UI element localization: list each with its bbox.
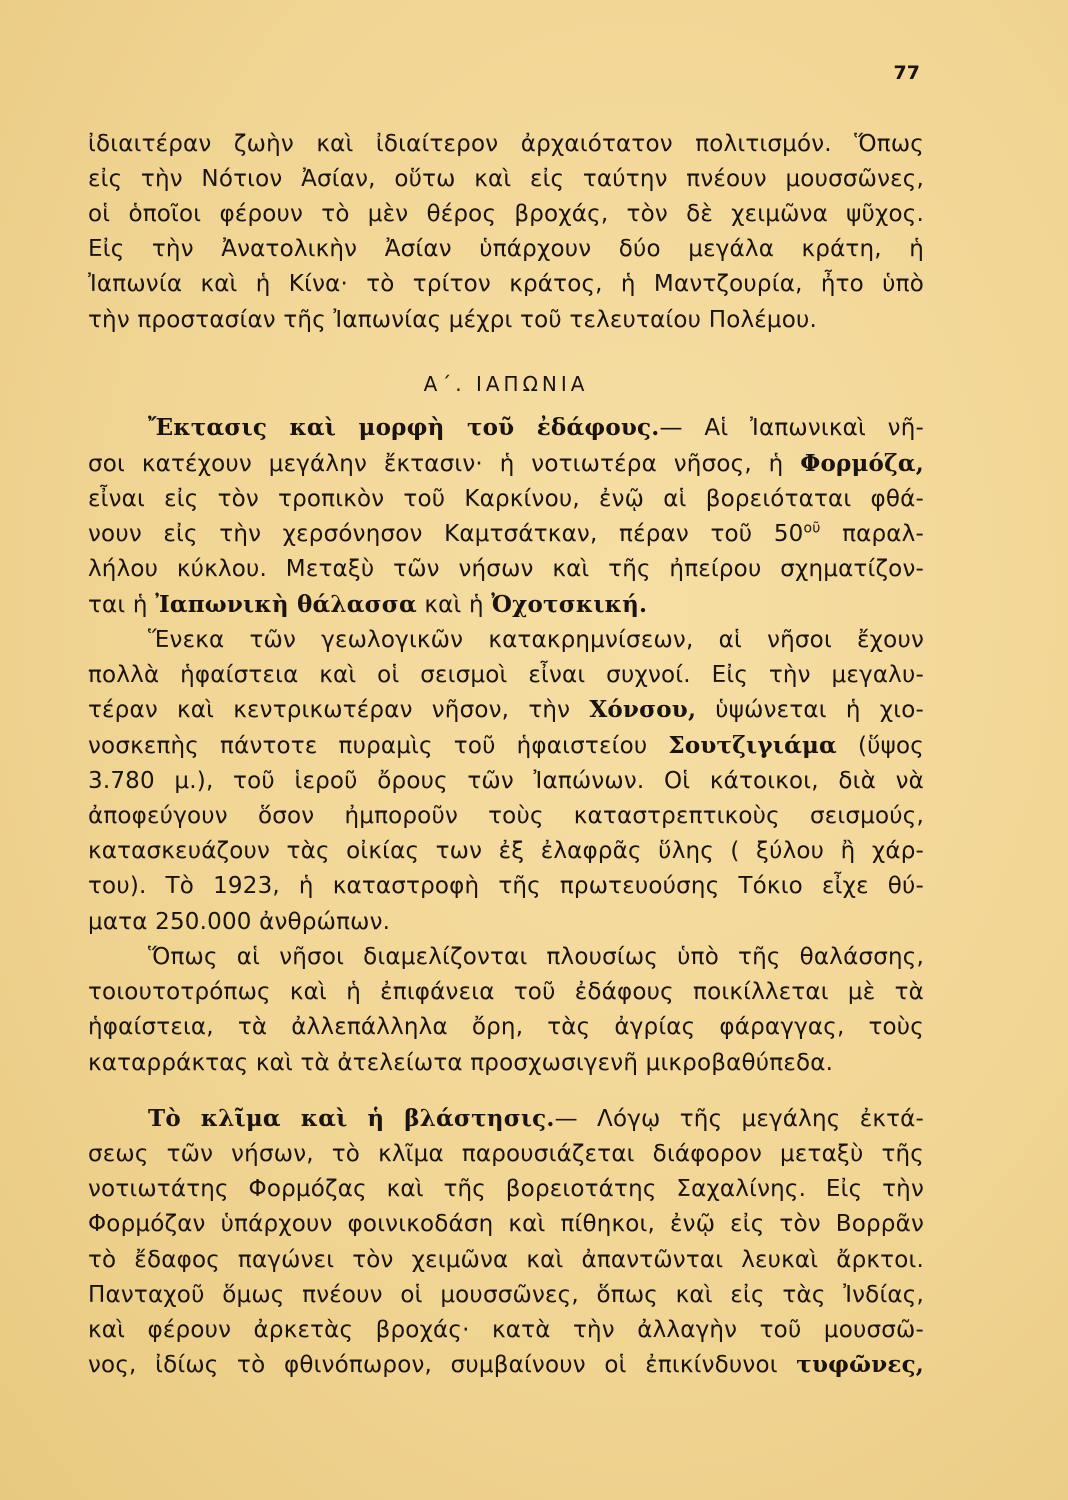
paragraph-heading: Τὸ κλῖμα καὶ ἡ βλάστησις. [148, 1105, 555, 1132]
bold-term: Ὀχοτσκική. [491, 591, 648, 618]
text-line: ἡφαίστεια, τὰ ἀλλεπάλληλα ὄρη, τὰς ἀγρίας φάραγγας, τοὺς [88, 1014, 924, 1040]
paragraph-heading: Ἔκτασις καὶ μορφὴ τοῦ ἐδάφους. [148, 414, 660, 441]
text-line: νοσκεπὴς πάντοτε πυραμὶς τοῦ ἡφαιστείου Σουτζιγιάμα (ὕψος [88, 732, 924, 759]
text-line: Φορμόζαν ὑπάρχουν φοινικοδάση καὶ πίθηκοι, ἐνῷ εἰς τὸν Βορρᾶν [88, 1211, 924, 1237]
text-line: νοτιωτάτης Φορμόζας καὶ τῆς βορειοτάτης Σαχαλίνης. Εἰς τὴν [88, 1176, 924, 1202]
text-line: καταρράκτας καὶ τὰ ἀτελείωτα προσχωσιγενῆ μικροβαθύπεδα. [88, 1050, 834, 1076]
text-line: Ἕνεκα τῶν γεωλογικῶν κατακρημνίσεων, αἱ νῆσοι ἔχουν [148, 627, 924, 653]
text-line: 3.780 μ.), τοῦ ἱεροῦ ὄρους τῶν Ἰαπώνων. Οἱ κάτοικοι, διὰ νὰ [88, 768, 924, 794]
text-line: ἀποφεύγουν ὅσον ἠμποροῦν τοὺς καταστρεπτικοὺς σεισμούς, [88, 803, 924, 829]
text-line: ται ἡ Ἰαπωνικὴ θάλασσα καὶ ἡ Ὀχοτσκική. [88, 591, 648, 618]
text-line: Εἰς τὴν Ἀνατολικὴν Ἀσίαν ὑπάρχουν δύο μεγάλα κράτη, ἡ [88, 236, 924, 262]
text-line: τέραν καὶ κεντρικωτέραν νῆσον, τὴν Χόνσου, ὑψώνεται ἡ χιο- [88, 696, 924, 723]
text-line: εἶναι εἰς τὸν τροπικὸν τοῦ Καρκίνου, ἐνῷ αἱ βορειόταται φθά- [88, 486, 924, 512]
text-line: καὶ φέρουν ἀρκετὰς βροχάς· κατὰ τὴν ἀλλαγὴν τοῦ μουσσῶ- [88, 1317, 924, 1343]
text-line: κατασκευάζουν τὰς οἰκίας των ἐξ ἐλαφρᾶς ὕλης ( ξύλου ἢ χάρ- [88, 838, 924, 864]
text-line: πολλὰ ἡφαίστεια καὶ οἱ σεισμοὶ εἶναι συχνοί. Εἰς τὴν μεγαλυ- [88, 662, 924, 688]
bold-term: τυφῶνες, [796, 1351, 924, 1378]
text-line: ματα 250.000 ἀνθρώπων. [88, 909, 391, 935]
bold-term: Ἰαπωνικὴ θάλασσα [155, 591, 417, 618]
text-line: εἰς τὴν Νότιον Ἀσίαν, οὕτω καὶ εἰς ταύτην πνέουν μουσσῶνες, [88, 166, 924, 192]
page-number: 77 [893, 62, 920, 84]
text-line: ἰδιαιτέραν ζωὴν καὶ ἰδιαίτερον ἀρχαιότατον πολιτισμόν. Ὅπως [88, 131, 924, 157]
text-line: τὴν προστασίαν τῆς Ἰαπωνίας μέχρι τοῦ τελευταίου Πολέμου. [88, 307, 818, 333]
text-line: τοιουτοτρόπως καὶ ἡ ἐπιφάνεια τοῦ ἐδάφους ποικίλλεται μὲ τὰ [88, 979, 924, 1005]
bold-term: Σουτζιγιάμα [668, 732, 837, 759]
text-line: του). Τὸ 1923, ἡ καταστροφὴ τῆς πρωτευούσης Τόκιο εἶχε θύ- [88, 873, 924, 899]
text-line: οἱ ὁποῖοι φέρουν τὸ μὲν θέρος βροχάς, τὸν δὲ χειμῶνα ψῦχος. [88, 201, 924, 227]
text-line: τὸ ἔδαφος παγώνει τὸν χειμῶνα καὶ ἀπαντῶνται λευκαὶ ἄρκτοι. [88, 1247, 924, 1273]
text-line: Ἰαπωνία καὶ ἡ Κίνα· τὸ τρίτον κράτος, ἡ Μαντζουρία, ἦτο ὑπὸ [88, 271, 924, 297]
text-line: νος, ἰδίως τὸ φθινόπωρον, συμβαίνουν οἱ ἐπικίνδυνοι τυφῶνες, [88, 1351, 924, 1378]
text-line: Ὅπως αἱ νῆσοι διαμελίζονται πλουσίως ὑπὸ τῆς θαλάσσης, [148, 944, 924, 970]
text-line: Πανταχοῦ ὅμως πνέουν οἱ μουσσῶνες, ὅπως καὶ εἰς τὰς Ἰνδίας, [88, 1282, 924, 1308]
bold-term: Φορμόζα, [800, 450, 924, 477]
section-heading: Α΄. ΙΑΠΩΝΙΑ [423, 372, 589, 396]
text-line: νουν εἰς τὴν χερσόνησον Καμτσάτκαν, πέραν τοῦ $50^{oῦ}$ παραλ- [88, 520, 924, 547]
text-line: σεως τῶν νήσων, τὸ κλῖμα παρουσιάζεται διάφορον μεταξὺ τῆς [88, 1141, 924, 1167]
bold-term: Χόνσου, [589, 696, 697, 723]
text-line: Τὸ κλῖμα καὶ ἡ βλάστησις.— Λόγῳ τῆς μεγάλης ἐκτά- [148, 1105, 924, 1132]
text-line: λήλου κύκλου. Μεταξὺ τῶν νήσων καὶ τῆς ἠπείρου σχηματίζον- [88, 556, 924, 582]
text-line: σοι κατέχουν μεγάλην ἔκτασιν· ἡ νοτιωτέρα νῆσος, ἡ Φορμόζα, [88, 450, 924, 477]
text-line: Ἔκτασις καὶ μορφὴ τοῦ ἐδάφους.— Αἱ Ἰαπωνικαὶ νῆ- [148, 414, 924, 441]
